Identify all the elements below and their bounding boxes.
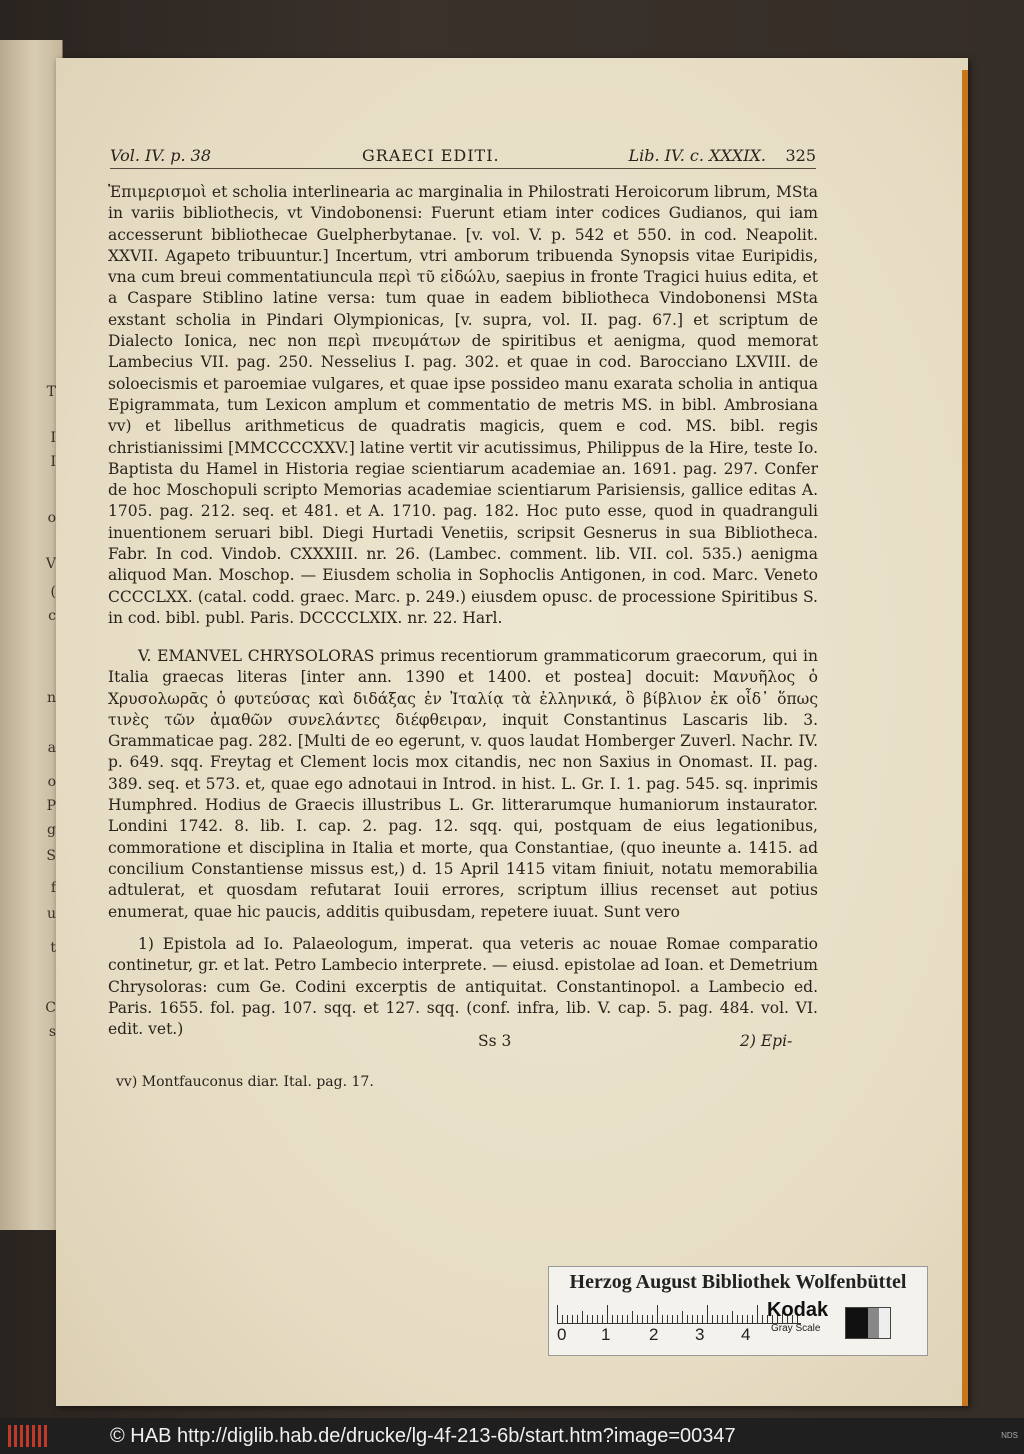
margin-fragment: I bbox=[50, 430, 56, 446]
facing-page-edge bbox=[0, 40, 63, 1230]
ruler-tick bbox=[747, 1315, 748, 1323]
margin-fragment: n bbox=[46, 690, 56, 706]
margin-fragment: g bbox=[47, 822, 56, 838]
kodak-logo: Kodak bbox=[767, 1299, 829, 1321]
ruler-tick bbox=[592, 1315, 593, 1323]
margin-fragment: s bbox=[48, 1024, 56, 1040]
running-header bbox=[110, 146, 816, 168]
ruler-tick bbox=[577, 1315, 578, 1323]
margin-fragment: S bbox=[46, 848, 56, 864]
ruler-tick bbox=[737, 1315, 738, 1323]
ruler-tick bbox=[567, 1315, 568, 1323]
margin-fragment: I bbox=[50, 454, 56, 470]
margin-fragment: c bbox=[48, 608, 56, 624]
page-edge-stain bbox=[962, 70, 968, 1406]
ruler-tick bbox=[667, 1315, 668, 1323]
ruler-tick bbox=[587, 1315, 588, 1323]
gray-scale-label: Gray Scale bbox=[771, 1323, 821, 1334]
paragraph-epistola bbox=[108, 934, 818, 1040]
margin-fragment: V bbox=[45, 556, 56, 572]
page-number: 325 bbox=[785, 146, 816, 165]
ruler-tick bbox=[727, 1315, 728, 1323]
ruler-tick bbox=[702, 1315, 703, 1323]
ruler-tick bbox=[637, 1315, 638, 1323]
ruler-tick bbox=[712, 1315, 713, 1323]
paragraph-moschopulus bbox=[108, 182, 818, 629]
ruler-tick bbox=[652, 1315, 653, 1323]
paragraph-text: V. EMANVEL CHRYSOLORAS primus recentiorum grammaticorum graecorum, qui in Italia graecas literas [inter ann. 1390 et 1400. et postea] docuit: Μανυῆλος ὁ Χρυσολωρᾶς ὁ φυτεύσας καὶ διδάξας ἐν Ἰταλίᾳ τὰ ἑλληνικά, ὃ βίβλιον ἐκ οἶδ᾽ ὅπως τινὲς τῶν ἀμαθῶν συνελάντες διέφθειραν, inquit Constantinus Lascaris lib. 3. Grammaticae pag. 282. [Multi de eo egerunt, v. quos laudat Homberger Zuverl. Nachr. IV. p. 649. sqq. Freytag et Clement locis mox citandis, nec non Saxius in Onomast. II. pag. 389. seq. et 573. et, quae ego adnotaui in Introd. in hist. L. Gr. I. 1. pag. 545. sq. inprimis Humphred. Hodius de Graecis illustribus L. Gr. litterarumque humaniorum instaurator. Londini 1742. 8. lib. I. cap. 2. pag. 12. sqq. qui, postquam de eius legationibus, commoratione et disciplina in Italia et morte, qua Constantiae, (quo ineunte a. 1415. ad concilium Constantiense missus est,) d. 15 April 1415 vitam finiuit, notatu memorabilia adtulerat, et quosdam refutarat Iouii errores, scriptum illius recenset aut potius enumerat, quae hic paucis, additis quibusdam, repetere iuuat. Sunt vero bbox=[108, 647, 818, 921]
margin-fragment: ( bbox=[50, 584, 56, 600]
hab-logo-icon bbox=[8, 1425, 52, 1447]
ruler-tick bbox=[562, 1315, 563, 1323]
ruler-tick bbox=[662, 1315, 663, 1323]
ruler-tick bbox=[612, 1315, 613, 1323]
library-color-target bbox=[548, 1266, 928, 1356]
ruler-tick bbox=[757, 1305, 758, 1323]
copyright-link[interactable]: © HAB http://diglib.hab.de/drucke/lg-4f-213-6b/start.htm?image=00347 bbox=[110, 1425, 736, 1447]
ruler-tick bbox=[742, 1315, 743, 1323]
header-rule bbox=[110, 168, 816, 169]
margin-fragment: o bbox=[47, 774, 56, 790]
ruler-tick bbox=[707, 1305, 708, 1323]
ruler-tick bbox=[717, 1315, 718, 1323]
ruler-tick bbox=[722, 1315, 723, 1323]
chapter-reference: Lib. IV. c. XXXIX. bbox=[628, 146, 766, 165]
margin-fragment: t bbox=[50, 940, 56, 956]
library-name: Herzog August Bibliothek Wolfenbüttel bbox=[569, 1271, 907, 1293]
copyright-bar bbox=[0, 1418, 1024, 1454]
ruler-tick bbox=[752, 1315, 753, 1323]
gray-swatch bbox=[845, 1307, 891, 1339]
ruler-tick bbox=[582, 1311, 583, 1323]
margin-fragment: u bbox=[46, 906, 56, 922]
ruler-tick bbox=[647, 1315, 648, 1323]
ruler-tick bbox=[597, 1315, 598, 1323]
ruler-tick bbox=[672, 1315, 673, 1323]
scale-number: 3 bbox=[695, 1325, 705, 1344]
scale-number: 4 bbox=[741, 1325, 751, 1344]
ruler-tick bbox=[557, 1305, 558, 1323]
scale-ruler bbox=[557, 1305, 801, 1324]
ruler-tick bbox=[607, 1305, 608, 1323]
ruler-tick bbox=[657, 1305, 658, 1323]
ruler-tick bbox=[632, 1311, 633, 1323]
ruler-tick bbox=[622, 1315, 623, 1323]
margin-fragment: f bbox=[50, 880, 56, 896]
margin-fragment: T bbox=[46, 384, 56, 400]
ruler-tick bbox=[762, 1315, 763, 1323]
ruler-tick bbox=[677, 1315, 678, 1323]
ruler-tick bbox=[687, 1315, 688, 1323]
margin-fragment: C bbox=[45, 1000, 56, 1016]
ruler-tick bbox=[617, 1315, 618, 1323]
margin-fragment: a bbox=[47, 740, 56, 756]
ruler-tick bbox=[692, 1315, 693, 1323]
ruler-tick bbox=[572, 1315, 573, 1323]
scale-number: 2 bbox=[649, 1325, 659, 1344]
side-mark: NDS bbox=[1001, 1431, 1018, 1440]
ruler-tick bbox=[642, 1315, 643, 1323]
ruler-tick bbox=[682, 1311, 683, 1323]
volume-reference: Vol. IV. p. 38 bbox=[110, 146, 212, 165]
paragraph-text: Ἐπιμερισμοὶ et scholia interlinearia ac marginalia in Philostrati Heroicorum librum, MSta in variis bibliothecis, vt Vindobonensi: Fuerunt etiam inter codices Gudianos, qui iam accesserunt bibliothecae Guelpherbytanae. [v. vol. V. p. 542 et 550. in cod. Neapolit. XXVII. Agapeto tribuuntur.] Incertum, vtri amborum tribuenda Synopsis vitae Euripidis, vna cum breui commentatiuncula περὶ τῦ εἰδώλυ, saepius in fronte Tragici huius edita, et a Caspare Stiblino latine versa: tum quae in eadem bibliotheca Vindobonensi MSta exstant scholia in Pindari Olympionicas, [v. supra, vol. II. pag. 67.] et scriptum de Dialecto Ionica, nec non περὶ πνευμάτων de spiritibus et aenigma, quod memorat Lambecius VII. pag. 250. Nesselius I. pag. 302. et quae in cod. Barocciano LXVIII. de soloecismis et paroemiae vulgares, et quae ipse possideo manu exarata scholia in antiqua Epigrammata, tum Lexicon amplum et commentatio de metris MS. in bibl. Ambrosiana vv) et libellus arithmeticus de quadratis magicis, quem e cod. MS. bibl. regis christianissimi [MMCCCCXXV.] latine vertit vir acutissimus, Philippus de la Hire, teste Io. Baptista du Hamel in Historia regiae scientiarum academiae an. 1691. pag. 297. Confer de hoc Moschopuli scripto Memorias academiae scientiarum Parisiensis, gallice editas A. 1705. pag. 212. seq. et 481. et A. 1710. pag. 182. Hoc puto esse, quod in quadranguli inuentionem seruari bibl. Diegi Hurtadi Venetiis, scripsit Gesnerus in sua Bibliotheca. Fabr. In cod. Vindob. CXXXIII. nr. 26. (Lambec. comment. lib. VII. col. 535.) aenigma aliquod Man. Moschop. — Eiusdem scholia in Sophoclis Antigonen, in cod. Marc. Veneto CCCCLXX. (catal. codd. graec. Marc. p. 249.) eiusdem opusc. de processione Spiritibus S. in cod. bibl. publ. Paris. DCCCCLXIX. nr. 22. Harl. bbox=[108, 183, 818, 627]
running-title: GRAECI EDITI. bbox=[362, 146, 500, 165]
ruler-tick bbox=[627, 1315, 628, 1323]
paragraph-text: 1) Epistola ad Io. Palaeologum, imperat. qua veteris ac nouae Romae comparatio continetur, gr. et lat. Petro Lambecio interprete. — eiusd. epistolae ad Ioan. et Demetrium Chrysoloras: cum Ge. Codini excerptis de antiquitat. Constantinopol. a Lambecio ed. Paris. 1655. fol. pag. 107. sqq. et 127. sqq. (conf. infra, lib. V. cap. 5. pag. 484. vol. VI. edit. vet.) bbox=[108, 935, 818, 1039]
paragraph-chrysoloras bbox=[108, 646, 818, 923]
ruler-tick bbox=[697, 1315, 698, 1323]
ruler-tick bbox=[602, 1315, 603, 1323]
margin-fragment: P bbox=[46, 798, 56, 814]
catchword: 2) Epi- bbox=[740, 1032, 793, 1050]
signature-mark: Ss 3 bbox=[478, 1032, 512, 1050]
margin-fragment: o bbox=[47, 510, 56, 526]
ruler-tick bbox=[732, 1311, 733, 1323]
scale-number: 0 bbox=[557, 1325, 567, 1344]
footnote: vv) Montfauconus diar. Ital. pag. 17. bbox=[116, 1074, 374, 1090]
scale-number: 1 bbox=[601, 1325, 611, 1344]
